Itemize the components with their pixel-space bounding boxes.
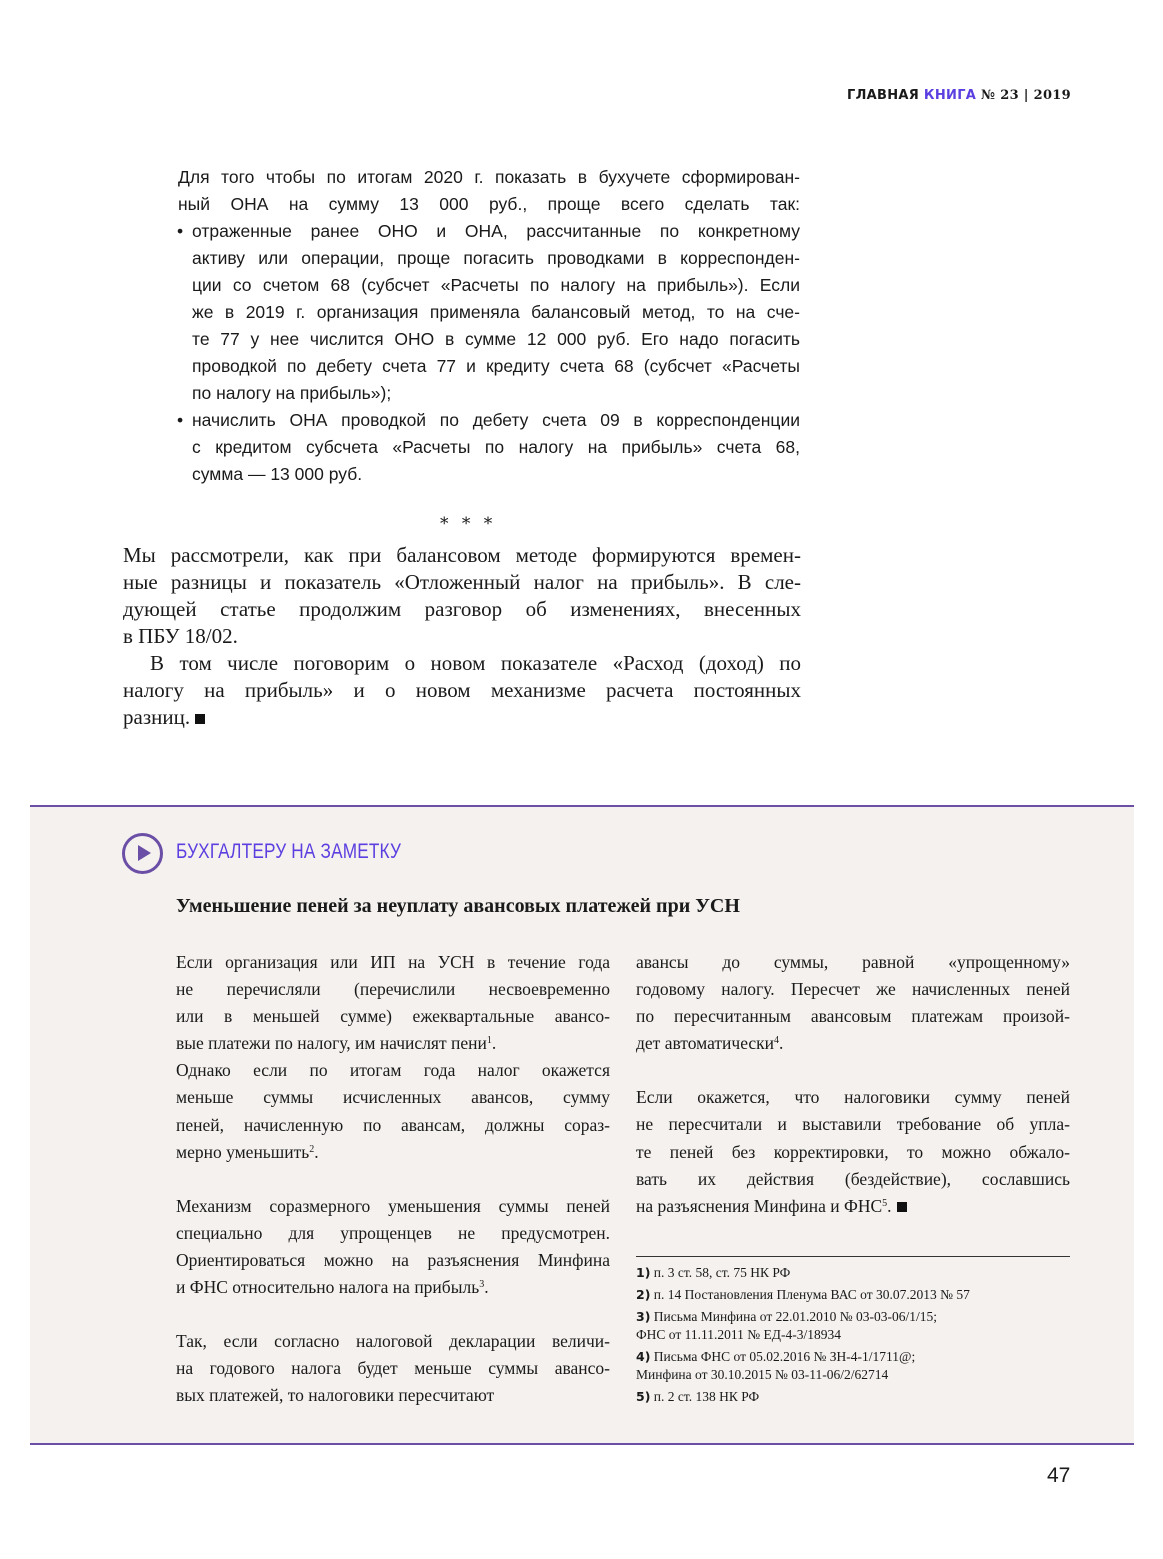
text-line: годовому налогу. Пересчет же начисленных пеней — [636, 979, 1070, 1000]
text-line: или в меньшей сумме) ежеквартальные авансо- — [176, 1006, 610, 1027]
footnote-ref: 4 — [774, 1035, 780, 1047]
text-line: ные разницы и показатель «Отложенный налог на прибыль». В сле- — [123, 570, 801, 594]
footnote-number: 5) — [636, 1389, 651, 1404]
paragraph — [176, 1193, 610, 1301]
bullet-icon: • — [177, 221, 184, 241]
text-line: дующей статье продолжим разговор об изменениях, внесенных — [123, 597, 801, 621]
end-mark-icon — [897, 1202, 907, 1212]
text-line: В том числе поговорим о новом показателе «Расход (доход) по — [150, 651, 801, 675]
brand-kniga: КНИГА — [923, 88, 977, 103]
text-line-part: . — [314, 1141, 319, 1162]
footnote-ref: 2 — [309, 1143, 315, 1155]
conclusion-text — [123, 542, 801, 731]
text-line: отраженные ранее ОНО и ОНА, рассчитанные по конкретному — [192, 221, 800, 241]
paragraph — [176, 949, 610, 1166]
page-number: 47 — [1047, 1464, 1071, 1487]
footnote — [636, 1348, 1070, 1384]
footnotes — [636, 1264, 1070, 1410]
bullet-item — [177, 407, 800, 488]
paragraph-gap — [176, 1166, 610, 1193]
paragraph — [123, 650, 801, 731]
footnote-text: п. 3 ст. 58, ст. 75 НК РФ — [653, 1265, 791, 1280]
text-line: сумма — 13 000 руб. — [192, 464, 363, 484]
footnote — [636, 1286, 1070, 1304]
text-line: вых платежей, то налоговики пересчитают — [176, 1385, 495, 1406]
footnote-text: Письма ФНС от 05.02.2016 № ЗН-4-1/1711@; — [653, 1349, 916, 1364]
text-line-part: . — [491, 1033, 497, 1054]
text-line: по налогу на прибыль»); — [192, 383, 392, 403]
text-line: проводкой по дебету счета 77 и кредиту счета 68 (субсчет «Расчеты — [192, 356, 800, 376]
footnote-number: 4) — [636, 1349, 651, 1364]
footnote-number: 1) — [636, 1265, 651, 1280]
footnote-text: Минфина от 30.10.2015 № 03-11-06/2/62714 — [636, 1367, 889, 1382]
paragraph — [636, 949, 1070, 1057]
text-line: Ориентироваться можно на разъяснения Минфина — [176, 1249, 610, 1270]
footnote-ref: 5 — [882, 1197, 888, 1209]
bullet-item — [177, 218, 800, 407]
paragraph-gap — [176, 1301, 610, 1328]
text-line: ции со счетом 68 (субсчет «Расчеты по налогу на прибыль»). Если — [192, 275, 800, 295]
text-line: не перечисляли (перечислили несвоевременно — [176, 979, 610, 1000]
footnote — [636, 1308, 1070, 1344]
text-line: разниц. — [123, 704, 801, 731]
text-line: в ПБУ 18/02. — [123, 624, 238, 648]
text-line: ный ОНА на сумму 13 000 руб., проще всего сделать так: — [178, 194, 800, 214]
text-line-part: . — [484, 1277, 489, 1298]
end-mark-icon — [195, 714, 205, 724]
brand-glavnaya: ГЛАВНАЯ — [846, 88, 920, 103]
text-line-part: на разъяснения Минфина и ФНС — [636, 1195, 883, 1216]
running-header — [847, 88, 1071, 103]
bullet-icon: • — [177, 410, 184, 430]
text-line: Для того чтобы по итогам 2020 г. показать в бухучете сформирован- — [178, 167, 800, 187]
text-line-part: . — [779, 1033, 784, 1054]
footnote-text: Письма Минфина от 22.01.2010 № 03-03-06/1/15; — [653, 1309, 937, 1324]
text-line — [636, 1193, 1070, 1220]
text-line-part: вые платежи по налогу, им начислят пени — [176, 1033, 487, 1054]
text-line: Мы рассмотрели, как при балансовом методе формируются времен- — [123, 543, 801, 567]
paragraph — [176, 1328, 610, 1409]
note-right-column — [636, 949, 1070, 1220]
text-line: же в 2019 г. организация применяла балансовый метод, то на сче- — [192, 302, 800, 322]
text-line-part: . — [887, 1195, 892, 1216]
text-line: начислить ОНА проводкой по дебету счета 09 в корреспонденции — [192, 410, 800, 430]
text-line: те 77 у нее числится ОНО в сумме 12 000 руб. Его надо погасить — [192, 329, 800, 349]
text-line: пеней, начисленную по авансам, должны сораз- — [176, 1114, 610, 1135]
play-icon — [122, 833, 163, 874]
section-separator: * * * — [440, 514, 497, 534]
note-heading: Уменьшение пеней за неуплату авансовых платежей при УСН — [176, 895, 740, 917]
text-line: не пересчитали и выставили требование об упла- — [636, 1114, 1070, 1135]
footnote-number: 3) — [636, 1309, 651, 1324]
intro-text — [178, 164, 800, 488]
text-line: вать их действия (бездействие), сославшись — [636, 1168, 1070, 1189]
text-line: налогу на прибыль» и о новом механизме расчета постоянных — [123, 678, 801, 702]
footnote-text: ФНС от 11.11.2011 № ЕД-4-3/18934 — [636, 1327, 841, 1342]
text-line-part: и ФНС относительно налога на прибыль — [176, 1277, 480, 1298]
text-line: авансы до суммы, равной «упрощенному» — [636, 952, 1070, 972]
text-line — [176, 1139, 610, 1166]
text-line: специально для упрощенцев не предусмотрен. — [176, 1222, 610, 1243]
note-section-title: БУХГАЛТЕРУ НА ЗАМЕТКУ — [176, 840, 402, 863]
footnote-divider — [636, 1256, 1070, 1257]
footnote-ref: 3 — [479, 1279, 485, 1291]
text-line: с кредитом субсчета «Расчеты по налогу на прибыль» счета 68, — [192, 437, 800, 457]
note-left-column — [176, 949, 610, 1409]
footnote-number: 2) — [636, 1287, 651, 1302]
footnote-text: п. 14 Постановления Пленума ВАС от 30.07.2013 № 57 — [653, 1287, 970, 1302]
footnote-text: п. 2 ст. 138 НК РФ — [653, 1389, 760, 1404]
paragraph-gap — [636, 1057, 1070, 1084]
text-line: Если окажется, что налоговики сумму пеней — [636, 1087, 1070, 1108]
text-line — [176, 1274, 610, 1301]
paragraph — [636, 1084, 1070, 1219]
text-line — [176, 1030, 610, 1057]
footnote — [636, 1388, 1070, 1406]
text-line: Механизм соразмерного уменьшения суммы пеней — [176, 1195, 610, 1216]
text-line: активу или операции, проще погасить проводками в корреспонден- — [192, 248, 800, 268]
text-line: Так, если согласно налоговой декларации величи- — [176, 1331, 610, 1352]
text-line: на годового налога будет меньше суммы авансо- — [176, 1358, 610, 1379]
text-line: Однако если по итогам года налог окажется — [176, 1060, 610, 1081]
footnote-ref: 1 — [486, 1035, 492, 1047]
text-line-part: мерно уменьшить — [176, 1141, 310, 1162]
text-line — [636, 1030, 1070, 1057]
text-line: те пеней без корректировки, то можно обжало- — [636, 1141, 1070, 1162]
footnote — [636, 1264, 1070, 1282]
text-line: по пересчитанным авансовым платежам произой- — [636, 1006, 1070, 1027]
issue-number: № 23 | 2019 — [980, 88, 1071, 103]
text-line: Если организация или ИП на УСН в течение года — [176, 952, 610, 972]
text-line: меньше суммы исчисленных авансов, сумму — [176, 1087, 610, 1108]
text-line-part: дет автоматически — [636, 1033, 775, 1054]
